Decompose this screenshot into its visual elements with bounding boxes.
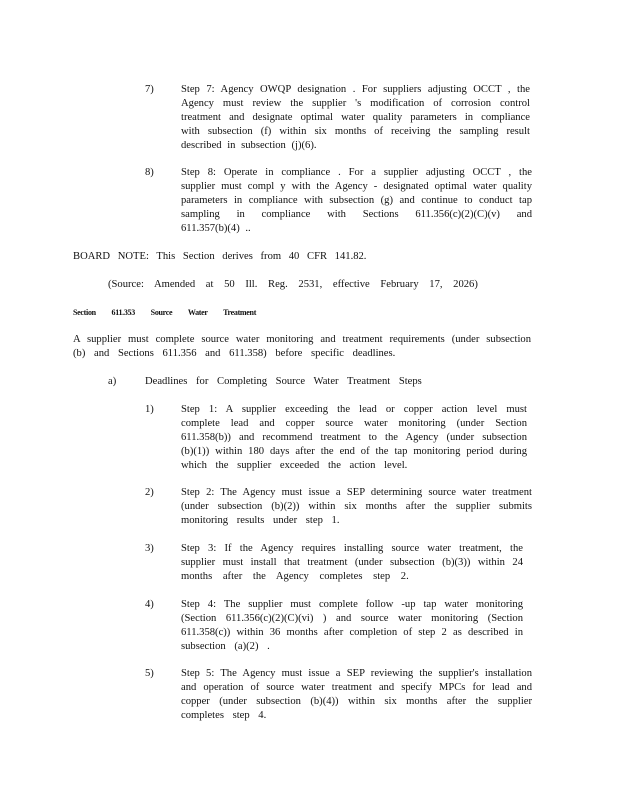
text-line: Step 4: The supplier must complete follow -up tap water monitoring — [181, 599, 523, 610]
text-line: parameters in compliance with subsection (g) and continue to conduct tap — [181, 195, 532, 206]
intro-paragraph — [73, 333, 531, 361]
text-line: (b)(1)) within 180 days after the end of the tap monitoring period during — [181, 446, 527, 457]
item-text — [181, 83, 530, 153]
text-line: 611.358(b)) and recommend treatment to the Agency (under subsection — [181, 432, 527, 443]
item-number: 3) — [145, 543, 154, 554]
section-title: Source Water Treatment — [150, 308, 257, 317]
text-line: (under subsection (b)(2)) within six months after the supplier submits — [181, 501, 532, 512]
text-line: Step 3: If the Agency requires installing source water treatment, the — [181, 543, 523, 554]
item-number: 4) — [145, 599, 154, 610]
text-line: Step 8: Operate in compliance . For a supplier adjusting OCCT , the — [181, 167, 532, 178]
text-line: (Section 611.356(c)(2)(C)(vi) ) and source water monitoring (Section — [181, 613, 523, 624]
item-text — [181, 486, 532, 528]
item-number: 1) — [145, 404, 154, 415]
text-line: described in subsection (j)(6). — [181, 140, 317, 151]
text-line: treatment and designate optimal water quality parameters in compliance — [181, 112, 530, 123]
text-line: with subsection (f) within six months of receiving the sampling result — [181, 126, 530, 137]
item-number: 5) — [145, 668, 154, 679]
item-text — [181, 166, 532, 236]
item-number: 2) — [145, 487, 154, 498]
subsection-title: Deadlines for Completing Source Water Treatment Steps — [145, 376, 422, 387]
section-heading — [73, 306, 256, 320]
text-line: Step 2: The Agency must issue a SEP determining source water treatment — [181, 487, 532, 498]
text-line: 611.358(c)) within 36 months after completion of step 2 as described in — [181, 627, 523, 638]
text-line: A supplier must complete source water monitoring and treatment requirements (under subsection — [73, 334, 531, 345]
subsection-letter: a) — [108, 376, 117, 387]
item-number: 8) — [145, 167, 154, 178]
text-line: supplier must install that treatment (under subsection (b)(3)) within 24 — [181, 557, 523, 568]
section-number: 611.353 — [111, 308, 135, 317]
text-line: sampling in compliance with Sections 611.356(c)(2)(C)(v) and — [181, 209, 532, 220]
text-line: Step 5: The Agency must issue a SEP reviewing the supplier's installation — [181, 668, 532, 679]
text-line: months after the Agency completes step 2. — [181, 571, 409, 582]
text-line: 611.357(b)(4) .. — [181, 223, 251, 234]
text-line: complete lead and copper source water monitoring (under Section — [181, 418, 527, 429]
text-line: copper (under subsection (b)(4)) within six months after the supplier — [181, 696, 532, 707]
text-line: Step 7: Agency OWQP designation . For suppliers adjusting OCCT , the — [181, 84, 530, 95]
item-text — [181, 403, 527, 473]
board-note: BOARD NOTE: This Section derives from 40 CFR 141.82. — [73, 251, 367, 262]
section-label: Section — [73, 308, 96, 317]
text-line: completes step 4. — [181, 710, 267, 721]
item-text — [181, 598, 523, 654]
text-line: supplier must compl y with the Agency - designated optimal water quality — [181, 181, 532, 192]
item-text — [181, 542, 523, 584]
source-note: (Source: Amended at 50 Ill. Reg. 2531, effective February 17, 2026) — [108, 279, 478, 290]
text-line: Agency must review the supplier 's modification of corrosion control — [181, 98, 530, 109]
text-line: (b) and Sections 611.356 and 611.358) before specific deadlines. — [73, 348, 396, 359]
item-text — [181, 667, 532, 723]
text-line: Step 1: A supplier exceeding the lead or copper action level must — [181, 404, 527, 415]
text-line: and operation of source water treatment and specify MPCs for lead and — [181, 682, 532, 693]
text-line: which the supplier exceeded the action level. — [181, 460, 408, 471]
text-line: monitoring results under step 1. — [181, 515, 340, 526]
item-number: 7) — [145, 84, 154, 95]
text-line: subsection (a)(2) . — [181, 641, 270, 652]
